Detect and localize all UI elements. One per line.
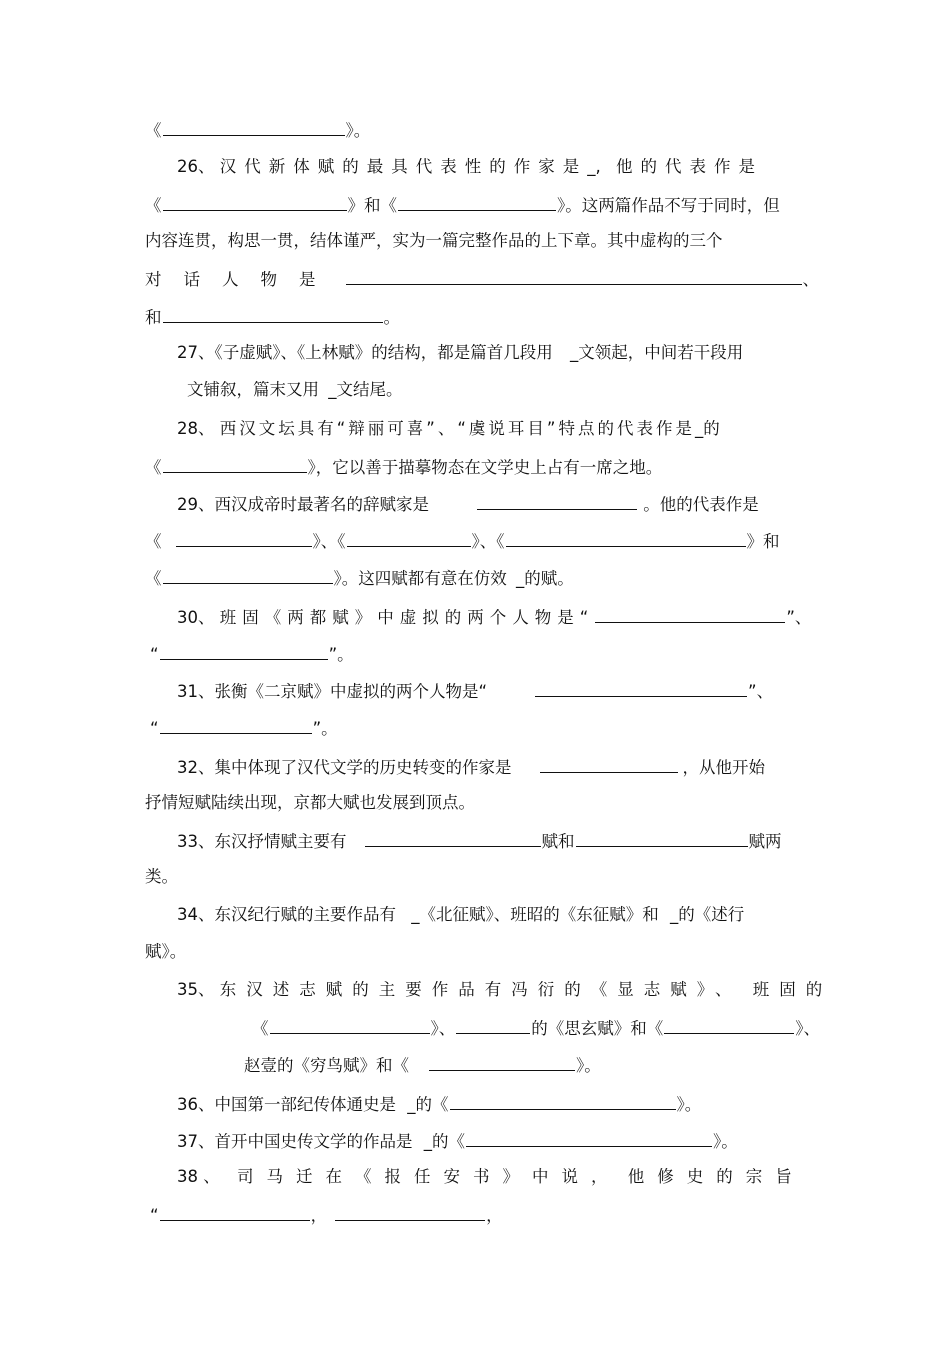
blank: [466, 1129, 712, 1147]
question-38-line-1: 38 、 司马迁在《报任安书》中说， 他修史的宗旨: [177, 1167, 805, 1186]
question-31-line-2: “ ”。: [150, 716, 338, 740]
question-32-line-2: 抒情短赋陆续出现，京都大赋也发展到顶点。: [145, 793, 475, 812]
question-30-line-2: “ ”。: [150, 642, 354, 666]
question-29-line-2: 《 》、《 》、《 》和: [145, 529, 780, 553]
blank: [595, 605, 785, 623]
blank: [576, 829, 748, 847]
blank: [160, 1203, 310, 1221]
question-28-line-2: 《 》，它以善于描摹物态在文学史上占有一席之地。: [145, 455, 662, 479]
question-35-line-1: 35、 东汉述志赋的主要作品有冯衍的《显志赋》、 班固的: [177, 980, 833, 999]
blank: [163, 455, 307, 473]
blank: [477, 492, 637, 510]
question-33-line-2: 类。: [145, 867, 178, 886]
blank: [163, 566, 333, 584]
blank: [456, 1016, 530, 1034]
question-29-line-1: 29、西汉成帝时最著名的辞赋家是 。他的代表作是: [177, 492, 759, 516]
question-26-line-4: 对话人物是 、: [145, 267, 819, 291]
blank: [398, 193, 556, 211]
blank: [163, 118, 345, 136]
blank: [540, 755, 678, 773]
line-25-end: 《 》。: [145, 118, 370, 142]
question-26-line-3: 内容连贯，构思一贯，结体谨严，实为一篇完整作品的上下章。其中虚构的三个: [145, 231, 723, 250]
question-28-line-1: 28、 西汉文坛具有“辩丽可喜”、“虞说耳目”特点的代表作是_的: [177, 419, 720, 438]
question-27-line-1: 27、《子虚赋》、《上林赋》的结构，都是篇首几段用 _文领起，中间若干段用: [177, 343, 744, 362]
question-26-line-1: 26、 汉代新体赋的最具代表性的作家是_, 他的代表作是: [177, 157, 763, 176]
question-35-line-3: 赵壹的《穷鸟赋》和《 》。: [244, 1053, 601, 1077]
blank: [429, 1053, 575, 1071]
blank: [535, 679, 747, 697]
question-26-line-2: 《 》和《 》。这两篇作品不写于同时，但: [145, 193, 780, 217]
blank: [160, 716, 312, 734]
blank: [506, 529, 746, 547]
question-37: 37、首开中国史传文学的作品是 _的《 》。: [177, 1129, 738, 1153]
blank: [176, 529, 312, 547]
question-35-line-2: 《 》、 的《思玄赋》和《 》、: [252, 1016, 820, 1040]
question-26-line-5: 和 。: [145, 305, 400, 329]
question-33-line-1: 33、东汉抒情赋主要有 赋和 赋两: [177, 829, 782, 853]
blank: [450, 1092, 676, 1110]
question-30-line-1: 30、 班固《两都赋》中虚拟的两个人物是“ ”、: [177, 605, 811, 629]
blank: [335, 1203, 485, 1221]
question-27-line-2: 文铺叙，篇末又用 _文结尾。: [187, 380, 403, 399]
blank: [346, 267, 802, 285]
question-31-line-1: 31、张衡《二京赋》中虚拟的两个人物是“ ”、: [177, 679, 773, 703]
blank: [270, 1016, 430, 1034]
question-36: 36、中国第一部纪传体通史是 _的《 》。: [177, 1092, 701, 1116]
blank: [160, 642, 328, 660]
blank: [365, 829, 541, 847]
blank: [347, 529, 471, 547]
question-32-line-1: 32、集中体现了汉代文学的历史转变的作家是 ，从他开始: [177, 755, 765, 779]
question-34-line-2: 赋》。: [145, 942, 187, 961]
question-29-line-3: 《 》。这四赋都有意在仿效 _的赋。: [145, 566, 574, 590]
blank: [163, 305, 383, 323]
question-34-line-1: 34、东汉纪行赋的主要作品有 _《北征赋》、班昭的《东征赋》和 _的《述行: [177, 905, 745, 924]
question-38-line-2: “ ， ，: [150, 1203, 503, 1227]
blank: [664, 1016, 794, 1034]
blank: [163, 193, 347, 211]
